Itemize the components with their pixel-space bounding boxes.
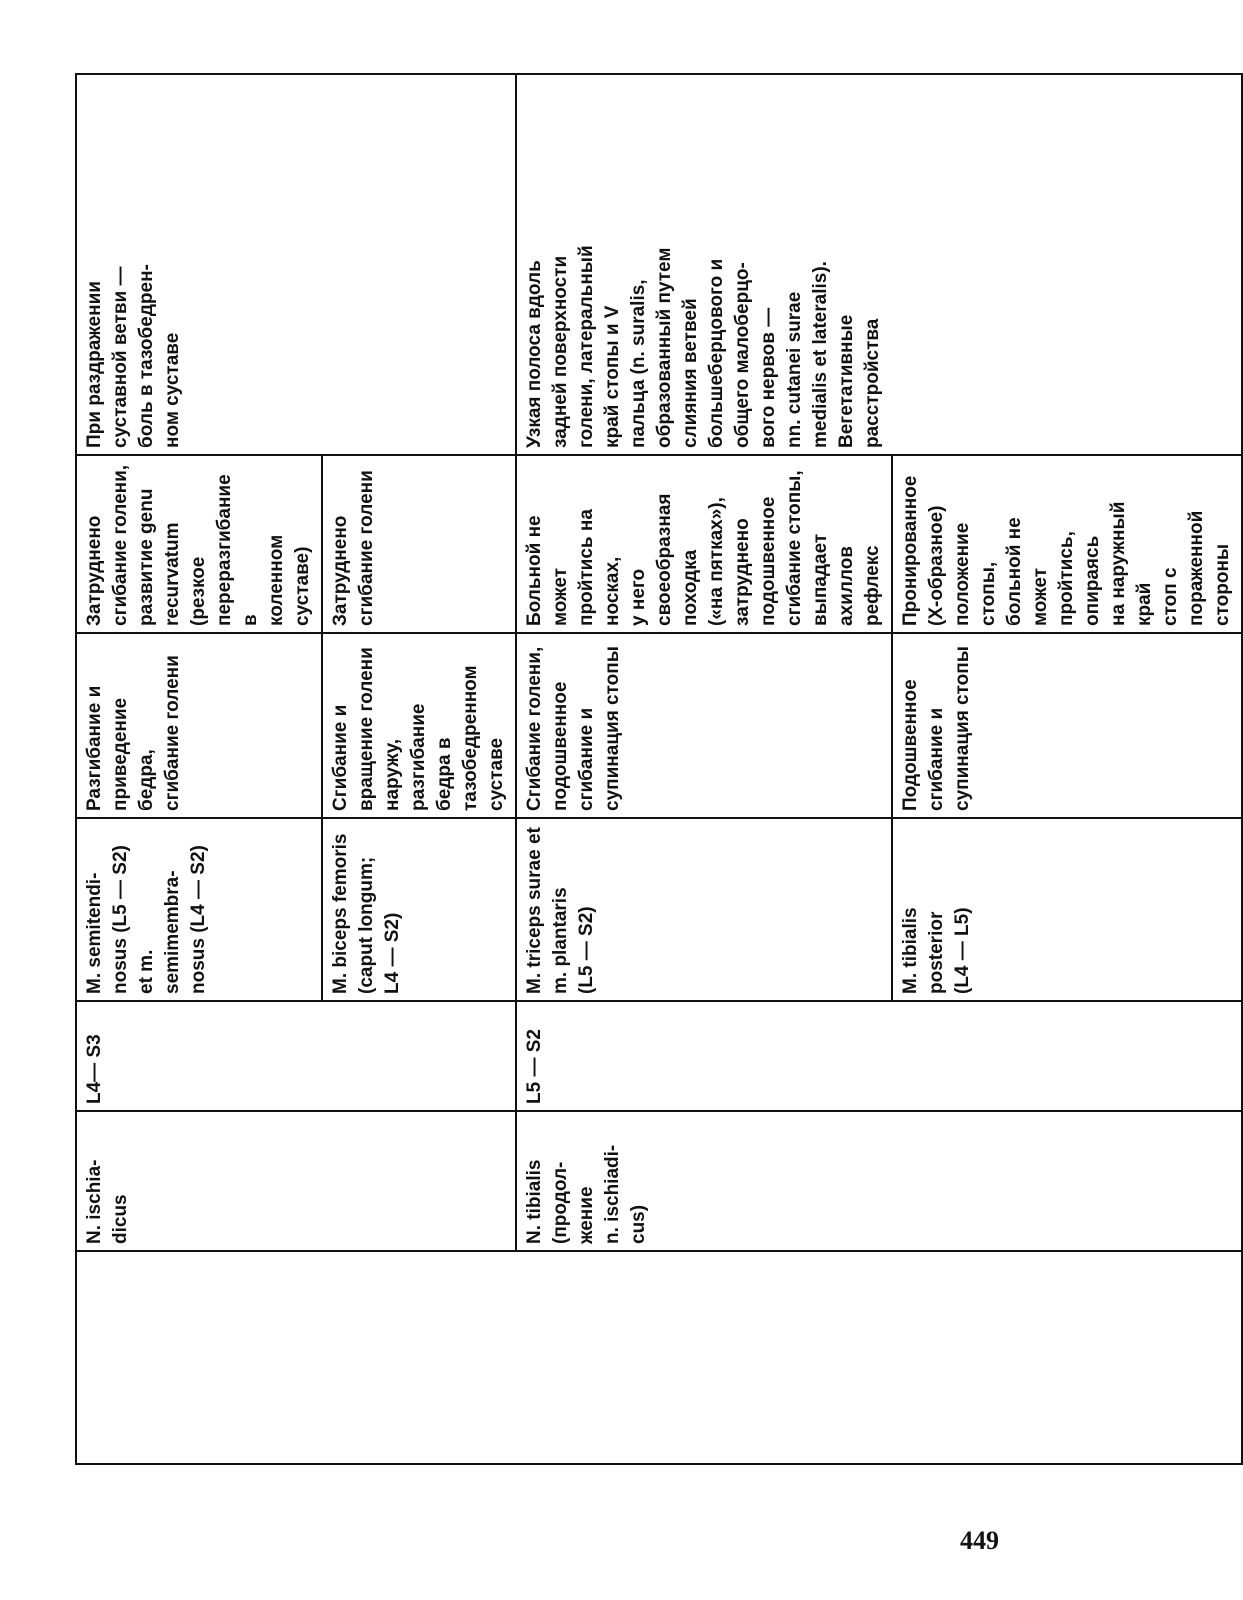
page-number: 449: [960, 1526, 999, 1555]
symptoms-cell: [892, 455, 1242, 633]
segments: L5 — S2: [524, 1029, 545, 1104]
function-cell: [76, 633, 322, 818]
nerve-lesion-table: [75, 73, 1243, 1465]
lesion-symptoms: Затруднено сгибание голени, развитие genu recurvatum (резкое переразгибание в коленном суставе): [84, 464, 313, 626]
sensory-disorders: При раздражении суставной ветви — боль в тазобедрен- ном суставе: [84, 264, 183, 448]
function-cell: [322, 633, 516, 818]
muscle-name: M. tibialis posterior (L4 — L5): [900, 907, 973, 994]
segments-cell: [516, 1001, 1242, 1111]
segments-cell: [76, 1001, 516, 1111]
muscle-cell: [76, 818, 322, 1001]
nerve-cell: [516, 1111, 1242, 1251]
muscle-cell: [516, 818, 892, 1001]
nerve-name: N. ischia- dicus: [84, 1159, 131, 1244]
muscle-function: Подошвенное сгибание и супинация стопы: [900, 646, 973, 811]
muscle-name: M. biceps femoris (caput longum; L4 — S2): [330, 833, 403, 994]
table-row: [76, 74, 322, 1464]
muscle-cell: [322, 818, 516, 1001]
rotated-table-container: [75, 75, 1233, 1465]
lesion-symptoms: Больной не может пройтись на носках, у него своеобразная походка («на пятках»), затруднено подошвенное сгибание стопы, выпадает ахиллов рефлекс: [524, 470, 883, 626]
leading-empty-cell: [76, 1251, 1242, 1464]
symptoms-cell: [516, 455, 892, 633]
muscle-function: Разгибание и приведение бедра, сгибание голени: [84, 655, 183, 811]
muscle-function: Сгибание голени, подошвенное сгибание и супинация стопы: [524, 646, 623, 811]
nerve-name: N. tibialis (продол- жение n. ischiadi- cus): [524, 1144, 649, 1244]
sensory-cell: [76, 74, 516, 455]
segments: L4— S3: [84, 1034, 105, 1104]
muscle-cell: [892, 818, 1242, 1001]
muscle-function: Сгибание и вращение голени наружу, разгибание бедра в тазобедренном суставе: [330, 647, 507, 811]
function-cell: [516, 633, 892, 818]
sensory-disorders: Узкая полоса вдоль задней поверхности голени, латеральный край стопы и V пальца (n. suralis, образованный путем слияния ветвей большеберцового и общего малоберцо- вого нервов — nn. cutanei surae medialis et lateralis). Вегетативные расстройства: [524, 245, 883, 448]
nerve-cell: [76, 1111, 516, 1251]
lesion-symptoms: Затруднено сгибание голени: [330, 470, 377, 626]
function-cell: [892, 633, 1242, 818]
symptoms-cell: [322, 455, 516, 633]
symptoms-cell: [76, 455, 322, 633]
muscle-name: M. semitendi- nosus (L5 — S2) et m. semimembra- nosus (L4 — S2): [84, 845, 209, 994]
sensory-cell: [516, 74, 1242, 455]
muscle-name: M. triceps surae et m. plantaris (L5 — S2): [524, 827, 597, 994]
lesion-symptoms: Пронированное (X-образное) положение стопы, больной не может пройтись, опираясь на наружный край стоп с пораженной стороны: [900, 475, 1233, 626]
